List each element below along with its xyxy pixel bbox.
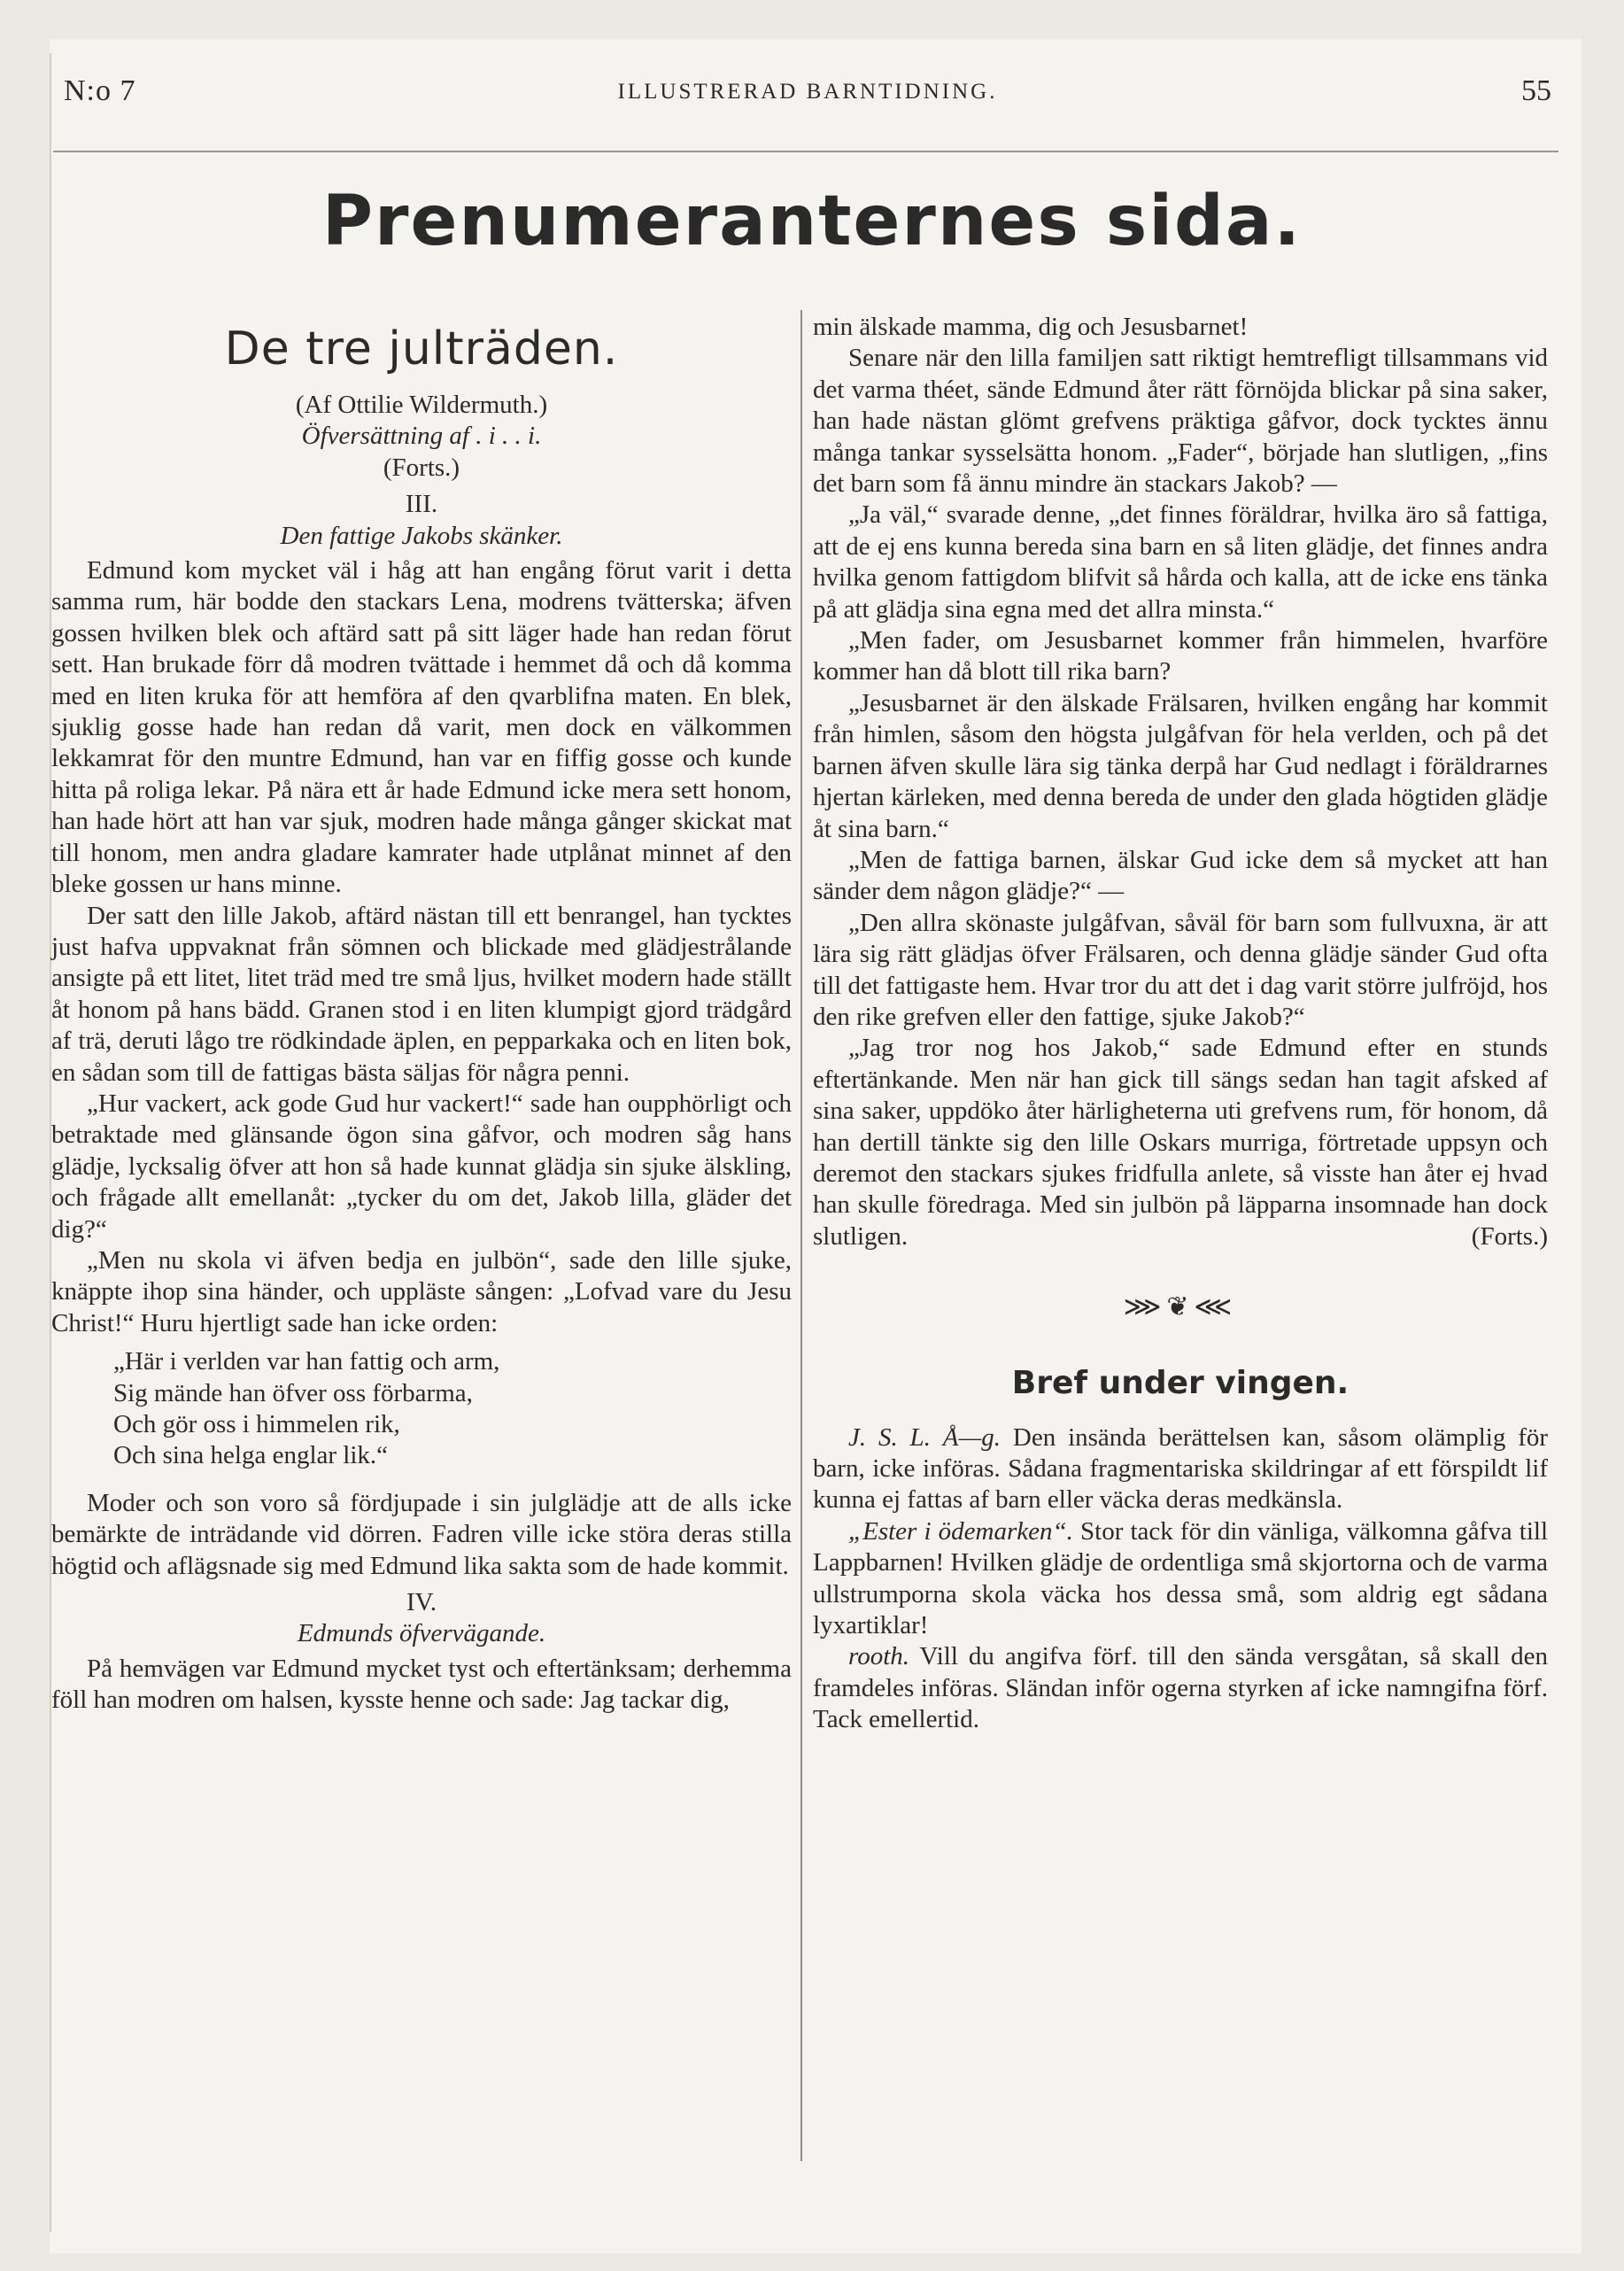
chapter-title: Edmunds öfvervägande. bbox=[297, 1619, 546, 1648]
chapter-title: Den fattige Jakobs skänker. bbox=[280, 521, 563, 550]
continued-note: (Forts.) bbox=[1471, 1221, 1548, 1251]
paragraph bbox=[813, 1033, 1548, 1252]
letter-text: Den insända berättelsen kan, såsom olämplig för barn, icke införas. Sådana fragmentariska skildringar af ett förspildt lif kunna ej fattas af barn eller väcka deras medkänsla. bbox=[813, 1422, 1549, 1515]
running-header bbox=[64, 74, 1551, 119]
verse-line: Sig mände han öfver oss förbarma, bbox=[113, 1378, 473, 1407]
letter-reply bbox=[813, 1516, 1548, 1642]
paragraph: „Jesusbarnet är den älskade Frälsaren, hvilken engång har kommit från himlen, såsom den högsta julgåfvan för hela verlden, och på det barnen äfven skulle lära sig tänka derpå har Gud nedlagt i föräldrarnes hjertan kärleken, med denna bereda de under den glada högtiden glädje åt sina barn.“ bbox=[813, 688, 1548, 843]
chapter-number: IV. bbox=[406, 1588, 437, 1617]
verse-line: Och sina helga englar lik.“ bbox=[113, 1441, 389, 1470]
column-divider bbox=[800, 310, 802, 2161]
page-title: Prenumeranternes sida. bbox=[321, 182, 1303, 261]
paragraph: min älskade mamma, dig och Jesusbarnet! bbox=[813, 313, 1249, 341]
letter-reply bbox=[813, 1422, 1548, 1516]
paragraph: „Ja väl,“ svarade denne, „det finnes föräldrar, hvilka äro så fattiga, att de ej ens kunna bereda sina barn en så liten glädje, det finnes andra hvilka genom fattigdom blifvit så hårda och kalla, att de icke ens tänka på att glädja sina egna med det allra minsta.“ bbox=[813, 500, 1548, 624]
paragraph: „Men fader, om Jesusbarnet kommer från himmelen, hvarföre kommer han då blott till rika barn? bbox=[813, 626, 1548, 686]
header-rule bbox=[53, 151, 1558, 152]
paragraph: Der satt den lille Jakob, aftärd nästan till ett benrangel, han tycktes just hafva uppvaknat från sömnen och blickade med glädjestrålande ansigte på ett litet, litet träd med tre små ljus, hvilket modern hade ställt åt honom på hans bädd. Granen stod i en liten klumpigt gjord trädgård af trä, deruti lågo tre rödkindade äplen, en pepparkaka och en liten bok, en sådan som till de fattigas bästa säljas för några penni. bbox=[51, 901, 792, 1087]
paragraph: „Den allra skönaste julgåfvan, såväl för barn som fullvuxna, är att lära sig rätt glädjas öfver Frälsaren, och denna glädje sänder Gud ofta till det fattigaste hem. Hvar tror du att det i dag varit större julfröjd, hos den rike grefven eller den fattige, sjuke Jakob?“ bbox=[813, 908, 1548, 1031]
verse-line: „Här i verlden var han fattig och arm, bbox=[113, 1347, 500, 1376]
verse bbox=[51, 1346, 792, 1472]
letter-reply bbox=[813, 1641, 1548, 1735]
letter-signature: „Ester i ödemarken“. bbox=[848, 1516, 1073, 1546]
right-column bbox=[813, 312, 1548, 1736]
paragraph: „Men nu skola vi äfven bedja en julbön“, sade den lille sjuke, knäppte ihop sina händer, och uppläste sången: „Lofvad vare du Jesu Christ!“ Huru hjertligt sade han icke orden: bbox=[51, 1245, 792, 1337]
story-translator: Öfversättning af . i . . i. bbox=[301, 422, 542, 451]
page-number: 55 bbox=[1521, 74, 1551, 107]
paragraph: Senare när den lilla familjen satt riktigt hemtrefligt tillsammans vid det varma théet, sände Edmund åter rätt förnöjda blickar på sina saker, han hade nästan glömt grefvens präktiga gåfvor, dock tycktes ännu många tankar sysselsätta honom. „Fader“, började han slutligen, „fins det barn som få ännu mindre än stackars Jakob? — bbox=[813, 344, 1548, 499]
letter-text: Vill du angifva förf. till den sända versgåtan, så skall den framdeles införas. Sländan inför ogerna styrken af icke namngifna förf. Tack emellertid. bbox=[813, 1642, 1548, 1734]
letters-title: Bref under vingen. bbox=[1011, 1364, 1349, 1401]
continued-note: (Forts.) bbox=[383, 453, 460, 482]
paragraph: Moder och son voro så fördjupade i sin julglädje att de alls icke bemärkte de inträdande vid dörren. Fadren ville icke störa deras stilla högtid och aflägsnade sig med Edmund lika sakta som de hade kommit. bbox=[51, 1488, 792, 1580]
paragraph: På hemvägen var Edmund mycket tyst och eftertänksam; derhemma föll han modren om halsen, kysste henne och sade: Jag tackar dig, bbox=[51, 1654, 792, 1715]
paragraph: Edmund kom mycket väl i håg att han engång förut varit i detta samma rum, här bodde den stackars Lena, modrens tvätterska; äfven gossen hvilken blek och aftärd satt på sitt läger hade han redan förut sett. Han brukade förr då modren tvättade i hemmet då och då komma med en liten kruka för att hemföra af den qvarblifna maten. En blek, sjuklig gosse hade han redan då varit, men dock en välkommen lekkamrat för den muntre Edmund, han var en fiffig gosse och kunde hitta på roliga lekar. På nära ett år hade Edmund icke mera sett honom, han hade hört att han var sjuk, modren hade många gånger skickat mat till honom, men andra gladare kamrater hade utplånat minnet af den bleke gossen ur hans minne. bbox=[51, 556, 792, 899]
verse-line: Och gör oss i himmelen rik, bbox=[113, 1410, 400, 1438]
story-author: (Af Ottilie Wildermuth.) bbox=[295, 391, 548, 419]
chapter-number: III. bbox=[405, 490, 438, 519]
paragraph-text: „Jag tror nog hos Jakob,“ sade Edmund efter en stunds eftertänkande. Men när han gick till sängs sedan han tagit afsked af sina saker, uppdöko åter härligheterna uti grefvens rum, för honom, då han dertill tänkte sig den lille Oskars murriga, förtretade uppsyn och deremot den stackars sjukes fridfulla anlete, så visste han åter ej hvad han skulle föredraga. Med sin julbön på läpparna insomnade han dock slutligen. bbox=[813, 1034, 1548, 1251]
story-title: De tre julträden. bbox=[224, 322, 619, 376]
journal-name: ILLUSTRERAD BARNTIDNING. bbox=[617, 80, 998, 104]
fleuron-ornament: ⋙❦⋘ bbox=[1123, 1292, 1238, 1322]
letter-signature: rooth. bbox=[848, 1642, 910, 1671]
left-column bbox=[51, 312, 792, 1717]
paragraph: „Hur vackert, ack gode Gud hur vackert!“ sade han oupphörligt och betraktade med glänsande ögon sina gåfvor, och modren såg hans glädje, lycksalig öfver att hon så hade kunnat glädja sin sjuke älskling, och frågade allt emellanåt: „tycker du om det, Jakob lilla, gläder det dig?“ bbox=[51, 1089, 792, 1244]
letter-signature: J. S. L. Å—g. bbox=[848, 1422, 1001, 1452]
letter-text: Stor tack för din vänliga, välkomna gåfva till Lappbarnen! Hvilken glädje de ordentliga små skjortorna och de varma ullstrumporna skola väcka hos dessa små, som aldrig egt sådana lyxartiklar! bbox=[813, 1516, 1549, 1640]
paragraph: „Men de fattiga barnen, älskar Gud icke dem så mycket att han sänder dem någon glädje?“ — bbox=[813, 845, 1548, 906]
issue-number: N:o 7 bbox=[64, 74, 136, 107]
